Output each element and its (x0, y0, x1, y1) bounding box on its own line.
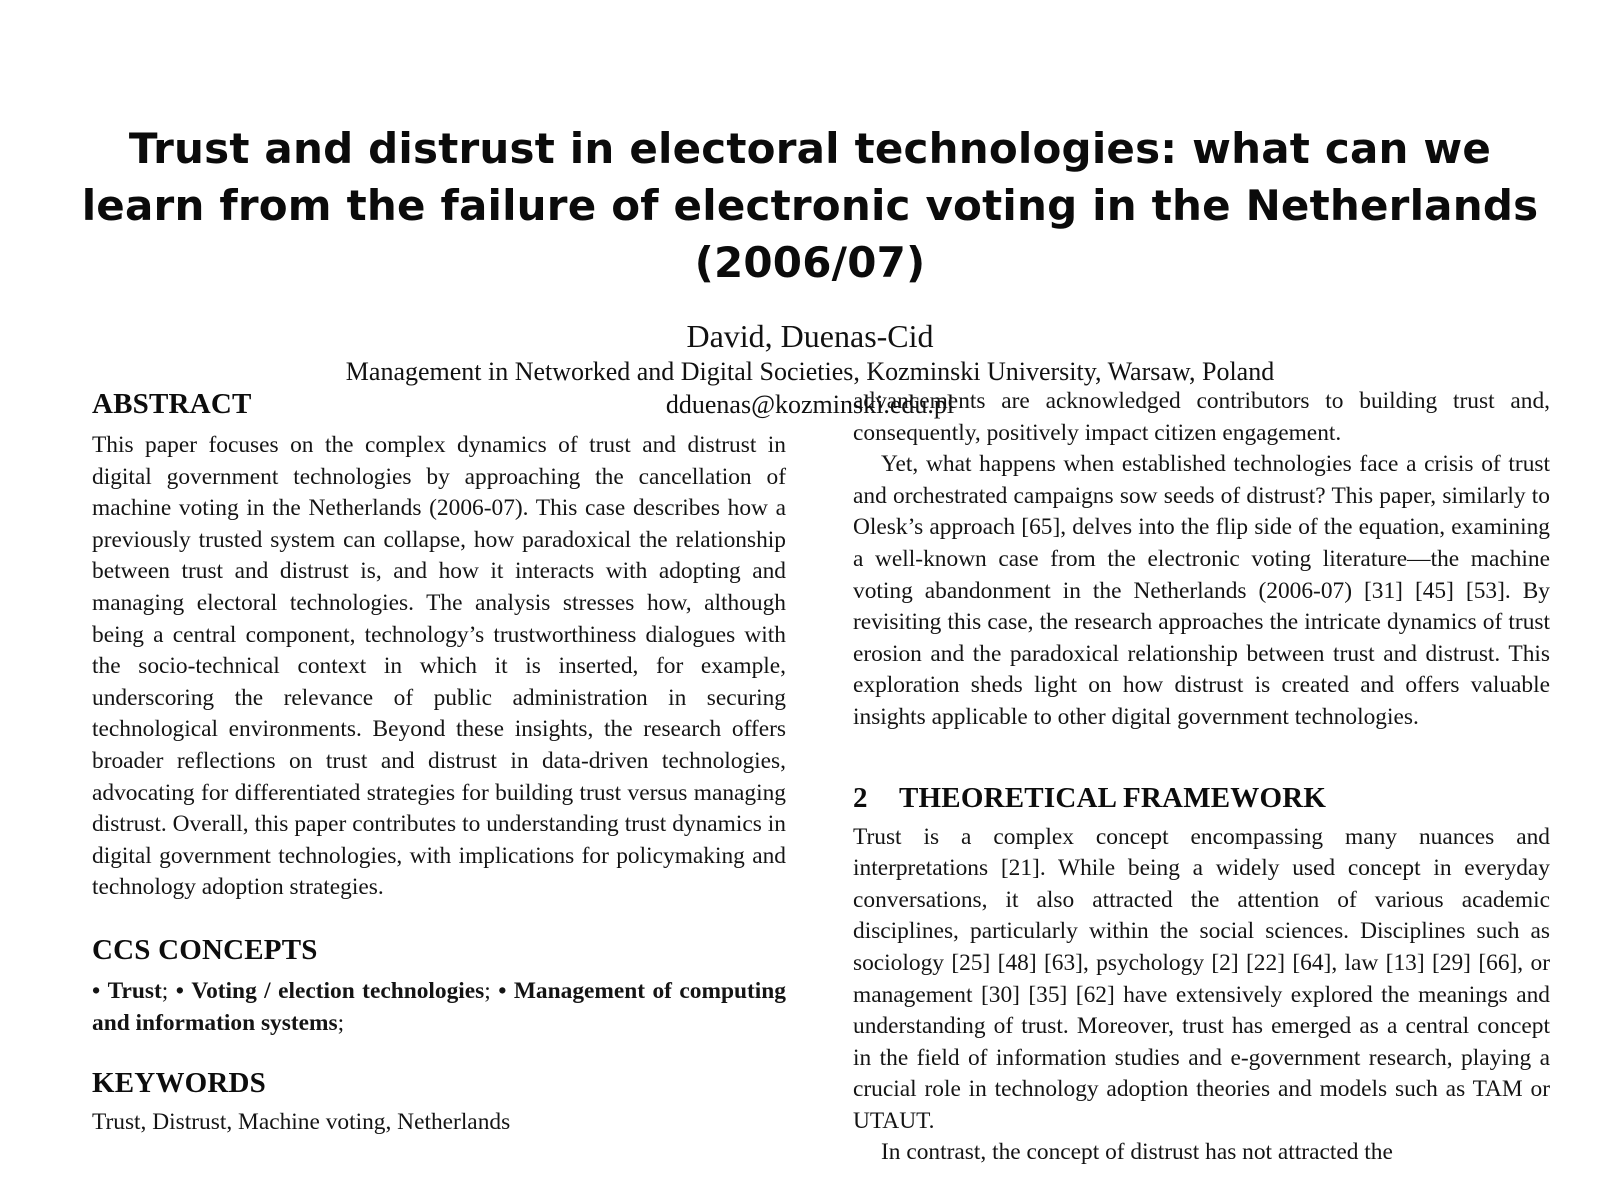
author-affiliation: Management in Networked and Digital Societies, Kozminski University, Warsaw, Poland (345, 357, 1275, 386)
keywords-text: Trust, Distrust, Machine voting, Netherlands (92, 1109, 511, 1136)
ccs-item-trust: Trust (107, 977, 162, 1004)
theory-paragraph: In contrast, the concept of distrust has not attracted the (881, 1139, 1393, 1166)
ccs-separator: ; (484, 977, 491, 1004)
ccs-item-management: Management of computing and information systems (92, 977, 786, 1036)
theory-paragraph: Trust is a complex concept encompassing many nuances and interpretations [21]. While being a widely used concept in everyday conversations, it also attracted the attention of various academic disciplines, particularly within the social sciences. Disciplines such as sociology [25] [48] [63], psychology [2] [22] [64], law [13] [29] [66], or management [30] [35] [62] have extensively explored the meanings and understanding of trust. Moreover, trust has emerged as a central concept in the field of information studies and e-government research, playing a crucial role in technology adoption theories and models such as TAM or UTAUT. (853, 823, 1550, 1134)
left-column (92, 386, 786, 1139)
ccs-concepts-heading: CCS CONCEPTS (92, 933, 318, 966)
ccs-bullet: • (175, 977, 184, 1004)
section-number: 2 (853, 781, 868, 814)
keywords-heading: KEYWORDS (92, 1067, 267, 1100)
abstract-text: This paper focuses on the complex dynamics of trust and distrust in digital government technologies by approaching the cancellation of machine voting in the Netherlands (2006-07). This case describes how a previously trusted system can collapse, how paradoxical the relationship between trust and distrust is, and how it interacts with adopting and managing electoral technologies. The analysis stresses how, although being a central component, technology’s trustworthiness dialogues with the socio-technical context in which it is inserted, for example, underscoring the relevance of public administration in securing technological environments. Beyond these insights, the research offers broader reflections on trust and distrust in data-driven technologies, advocating for differentiated strategies for building trust versus managing distrust. Overall, this paper contributes to understanding trust dynamics in digital government technologies, with implications for policymaking and technology adoption strategies. (92, 432, 786, 901)
ccs-bullet: • (92, 977, 101, 1004)
ccs-bullet: • (498, 977, 507, 1004)
author-name: David, Duenas-Cid (686, 318, 934, 354)
paper-header (80, 120, 1540, 421)
abstract-heading: ABSTRACT (92, 388, 252, 420)
paper-title: Trust and distrust in electoral technologies: what can we learn from the failure of electronic voting in the Netherlands (2006/07) (81, 124, 1539, 287)
section-title: THEORETICAL FRAMEWORK (899, 781, 1327, 814)
ccs-separator: ; (161, 977, 169, 1004)
theoretical-framework-heading (853, 780, 1550, 816)
ccs-item-voting: Voting / election technologies (191, 977, 485, 1004)
intro-paragraph: advancements are acknowledged contributors to building trust and, consequently, positively impact citizen engagement. (853, 388, 1550, 446)
author-email: dduenas@kozminski.edu.pl (665, 390, 955, 419)
intro-paragraph: Yet, what happens when established technologies face a crisis of trust and orchestrated campaigns sow seeds of distrust? This paper, similarly to Olesk’s approach [65], delves into the flip side of the equation, examining a well-known case from the electronic voting literature—the machine voting abandonment in the Netherlands (2006-07) [31] [45] [53]. By revisiting this case, the research approaches the intricate dynamics of trust erosion and the paradoxical relationship between trust and distrust. This exploration sheds light on how distrust is created and offers valuable insights applicable to other digital government technologies. (853, 451, 1550, 730)
ccs-separator: ; (337, 1009, 345, 1036)
ccs-concepts-list (92, 976, 786, 1039)
right-column (853, 386, 1550, 1169)
